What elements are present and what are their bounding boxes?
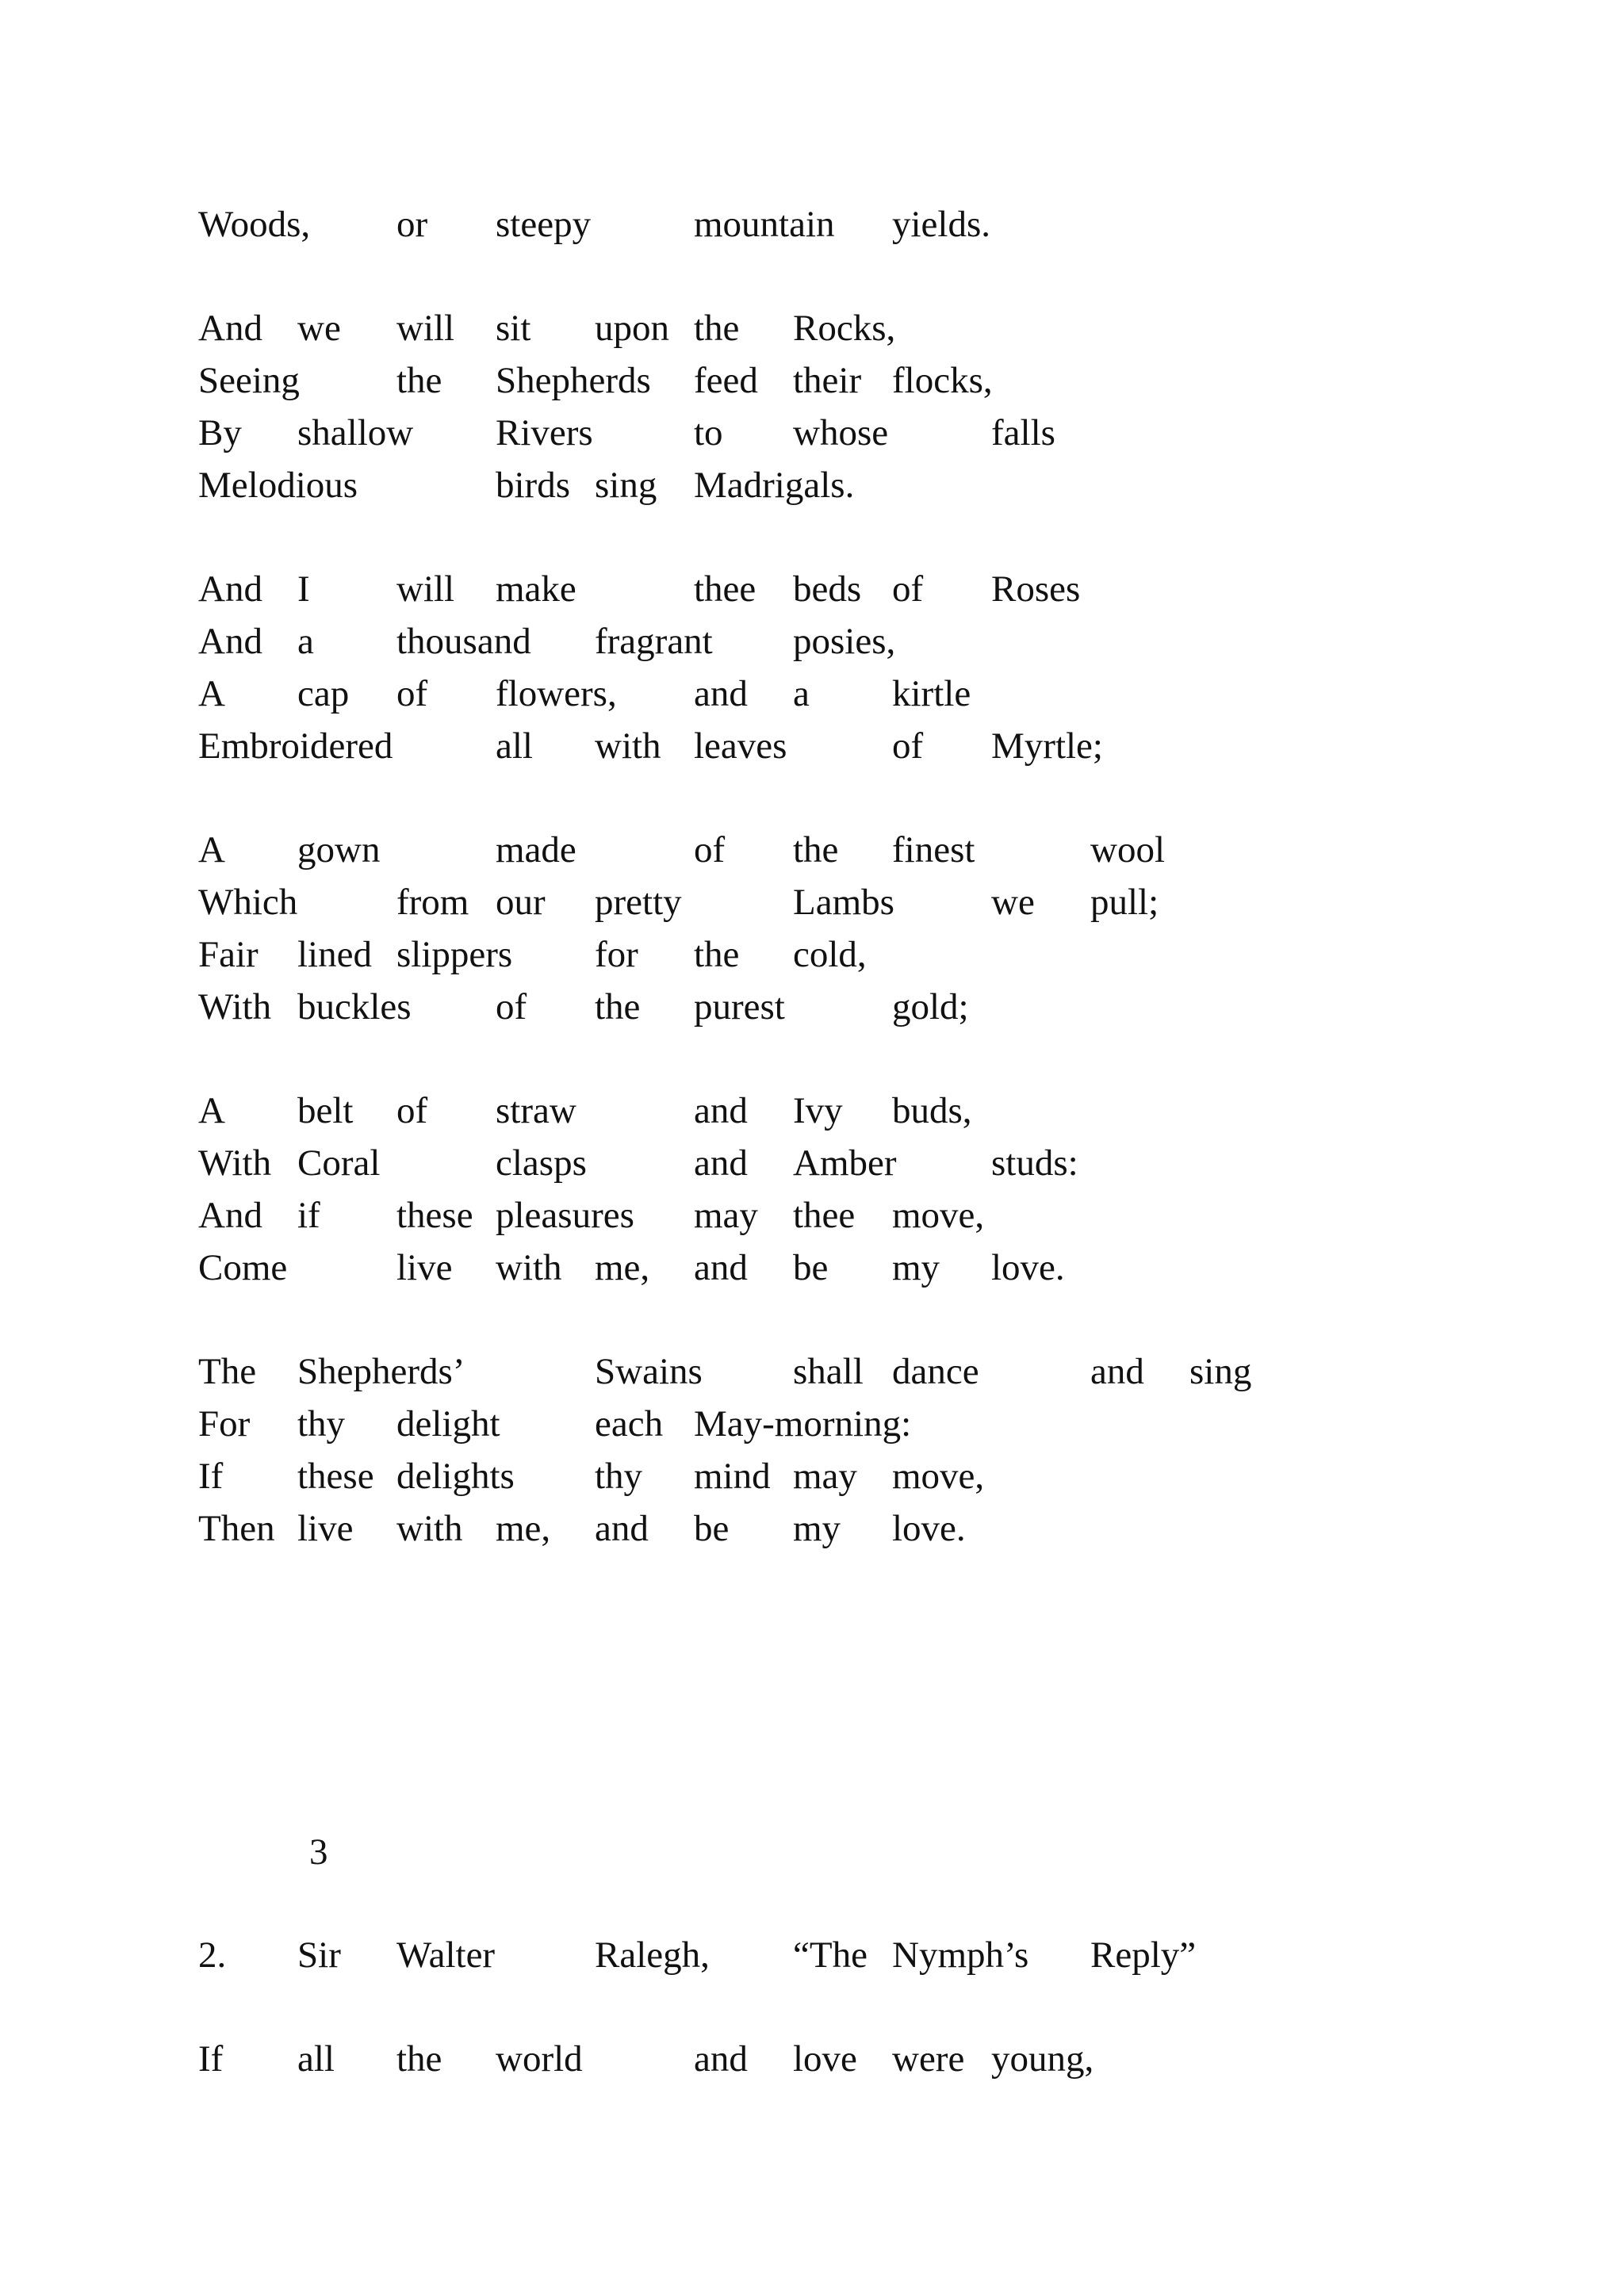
- word: If: [198, 1456, 224, 1497]
- word: of: [496, 986, 527, 1027]
- word: whose: [793, 412, 889, 453]
- word: mind: [694, 1456, 771, 1497]
- word: Embroidered: [198, 725, 393, 767]
- word: “The: [793, 1934, 868, 1976]
- word: Walter: [396, 1934, 496, 1976]
- word: May-morning:: [694, 1403, 912, 1445]
- word: our: [496, 882, 546, 923]
- word: of: [892, 725, 924, 767]
- word: For: [198, 1403, 251, 1445]
- word: delight: [396, 1403, 500, 1445]
- word: Fair: [198, 934, 259, 975]
- word: these: [396, 1195, 473, 1236]
- word: beds: [793, 568, 862, 610]
- word: mountain: [694, 204, 835, 245]
- word: dance: [892, 1351, 979, 1392]
- word: and: [595, 1508, 649, 1549]
- word: And: [198, 621, 262, 662]
- word: will: [396, 568, 455, 610]
- word: of: [396, 673, 428, 714]
- word: Shepherds: [496, 360, 651, 401]
- word: from: [396, 882, 469, 923]
- word: clasps: [496, 1142, 587, 1184]
- word: or: [396, 204, 428, 245]
- word: will: [396, 308, 455, 349]
- word: my: [892, 1247, 940, 1288]
- word: buckles: [297, 986, 412, 1027]
- word: lined: [297, 934, 372, 975]
- word: studs:: [991, 1142, 1078, 1184]
- word: yields.: [892, 204, 991, 245]
- word: Ralegh,: [595, 1934, 710, 1976]
- word: their: [793, 360, 862, 401]
- word: we: [991, 882, 1035, 923]
- word: Shepherds’: [297, 1351, 465, 1392]
- word: and: [694, 2038, 748, 2080]
- word: Nymph’s: [892, 1934, 1029, 1976]
- word: may: [694, 1195, 758, 1236]
- word: a: [297, 621, 314, 662]
- word: finest: [892, 829, 975, 871]
- word: all: [297, 2038, 335, 2080]
- word: flowers,: [496, 673, 617, 714]
- page-number-text: 3: [309, 1831, 328, 1873]
- word: And: [198, 308, 262, 349]
- word: shallow: [297, 412, 414, 453]
- word: Which: [198, 882, 298, 923]
- word: birds: [496, 465, 570, 506]
- word: make: [496, 568, 576, 610]
- word: may: [793, 1456, 857, 1497]
- word: live: [396, 1247, 453, 1288]
- word: the: [595, 986, 641, 1027]
- word: If: [198, 2038, 224, 2080]
- word: sit: [496, 308, 531, 349]
- word: Coral: [297, 1142, 381, 1184]
- word: With: [198, 1142, 272, 1184]
- word: cap: [297, 673, 350, 714]
- word: we: [297, 308, 341, 349]
- word: pull;: [1090, 882, 1159, 923]
- word: belt: [297, 1090, 354, 1131]
- word: be: [793, 1247, 829, 1288]
- word: falls: [991, 412, 1055, 453]
- word: flocks,: [892, 360, 993, 401]
- word: love: [793, 2038, 857, 2080]
- word: young,: [991, 2038, 1094, 2080]
- word: a: [793, 673, 810, 714]
- word: Come: [198, 1247, 288, 1288]
- word: Lambs: [793, 882, 894, 923]
- word: A: [198, 1090, 225, 1131]
- word: Sir: [297, 1934, 341, 1976]
- word: thy: [297, 1403, 346, 1445]
- word: were: [892, 2038, 965, 2080]
- word: slippers: [396, 934, 513, 975]
- word: thee: [793, 1195, 856, 1236]
- word: and: [694, 673, 748, 714]
- word: Swains: [595, 1351, 703, 1392]
- word: thee: [694, 568, 756, 610]
- word: feed: [694, 360, 758, 401]
- word: Roses: [991, 568, 1081, 610]
- word: world: [496, 2038, 583, 2080]
- word: purest: [694, 986, 785, 1027]
- word: each: [595, 1403, 664, 1445]
- word: posies,: [793, 621, 896, 662]
- word: upon: [595, 308, 669, 349]
- word: love.: [892, 1508, 966, 1549]
- word: move,: [892, 1195, 985, 1236]
- word: cold,: [793, 934, 867, 975]
- word: shall: [793, 1351, 864, 1392]
- word: Seeing: [198, 360, 300, 401]
- word: By: [198, 412, 242, 453]
- word: pleasures: [496, 1195, 634, 1236]
- word: With: [198, 986, 272, 1027]
- word: And: [198, 1195, 262, 1236]
- word: thy: [595, 1456, 643, 1497]
- word: thousand: [396, 621, 531, 662]
- word: sing: [595, 465, 657, 506]
- word: love.: [991, 1247, 1065, 1288]
- word: Rocks,: [793, 308, 896, 349]
- word: wool: [1090, 829, 1165, 871]
- word: be: [694, 1508, 730, 1549]
- word: I: [297, 568, 310, 610]
- word: straw: [496, 1090, 576, 1131]
- word: with: [396, 1508, 463, 1549]
- word: the: [694, 934, 740, 975]
- word: with: [496, 1247, 562, 1288]
- word: made: [496, 829, 576, 871]
- word: Myrtle;: [991, 725, 1103, 767]
- word: and: [694, 1247, 748, 1288]
- word: Ivy: [793, 1090, 843, 1131]
- word: buds,: [892, 1090, 972, 1131]
- word: A: [198, 673, 225, 714]
- word: the: [396, 2038, 442, 2080]
- word: all: [496, 725, 533, 767]
- word: steepy: [496, 204, 592, 245]
- word: 2.: [198, 1934, 227, 1976]
- word: the: [396, 360, 442, 401]
- word: with: [595, 725, 661, 767]
- word: sing: [1189, 1351, 1252, 1392]
- word: A: [198, 829, 225, 871]
- word: fragrant: [595, 621, 713, 662]
- word: live: [297, 1508, 354, 1549]
- word: my: [793, 1508, 841, 1549]
- word: of: [892, 568, 924, 610]
- word: kirtle: [892, 673, 971, 714]
- word: Woods,: [198, 204, 311, 245]
- word: the: [694, 308, 740, 349]
- word: gold;: [892, 986, 969, 1027]
- word: Amber: [793, 1142, 897, 1184]
- word: and: [694, 1142, 748, 1184]
- word: gown: [297, 829, 381, 871]
- word: pretty: [595, 882, 682, 923]
- word: and: [1090, 1351, 1144, 1392]
- word: The: [198, 1351, 257, 1392]
- word: of: [396, 1090, 428, 1131]
- word: and: [694, 1090, 748, 1131]
- word: Melodious: [198, 465, 358, 506]
- word: Then: [198, 1508, 275, 1549]
- word: me,: [496, 1508, 551, 1549]
- word: these: [297, 1456, 374, 1497]
- word: for: [595, 934, 638, 975]
- word: the: [793, 829, 839, 871]
- word: to: [694, 412, 723, 453]
- word: delights: [396, 1456, 515, 1497]
- word: Reply”: [1090, 1934, 1197, 1976]
- word: And: [198, 568, 262, 610]
- word: if: [297, 1195, 320, 1236]
- word: me,: [595, 1247, 650, 1288]
- word: of: [694, 829, 726, 871]
- word: move,: [892, 1456, 985, 1497]
- word: Madrigals.: [694, 465, 855, 506]
- word: leaves: [694, 725, 787, 767]
- word: Rivers: [496, 412, 593, 453]
